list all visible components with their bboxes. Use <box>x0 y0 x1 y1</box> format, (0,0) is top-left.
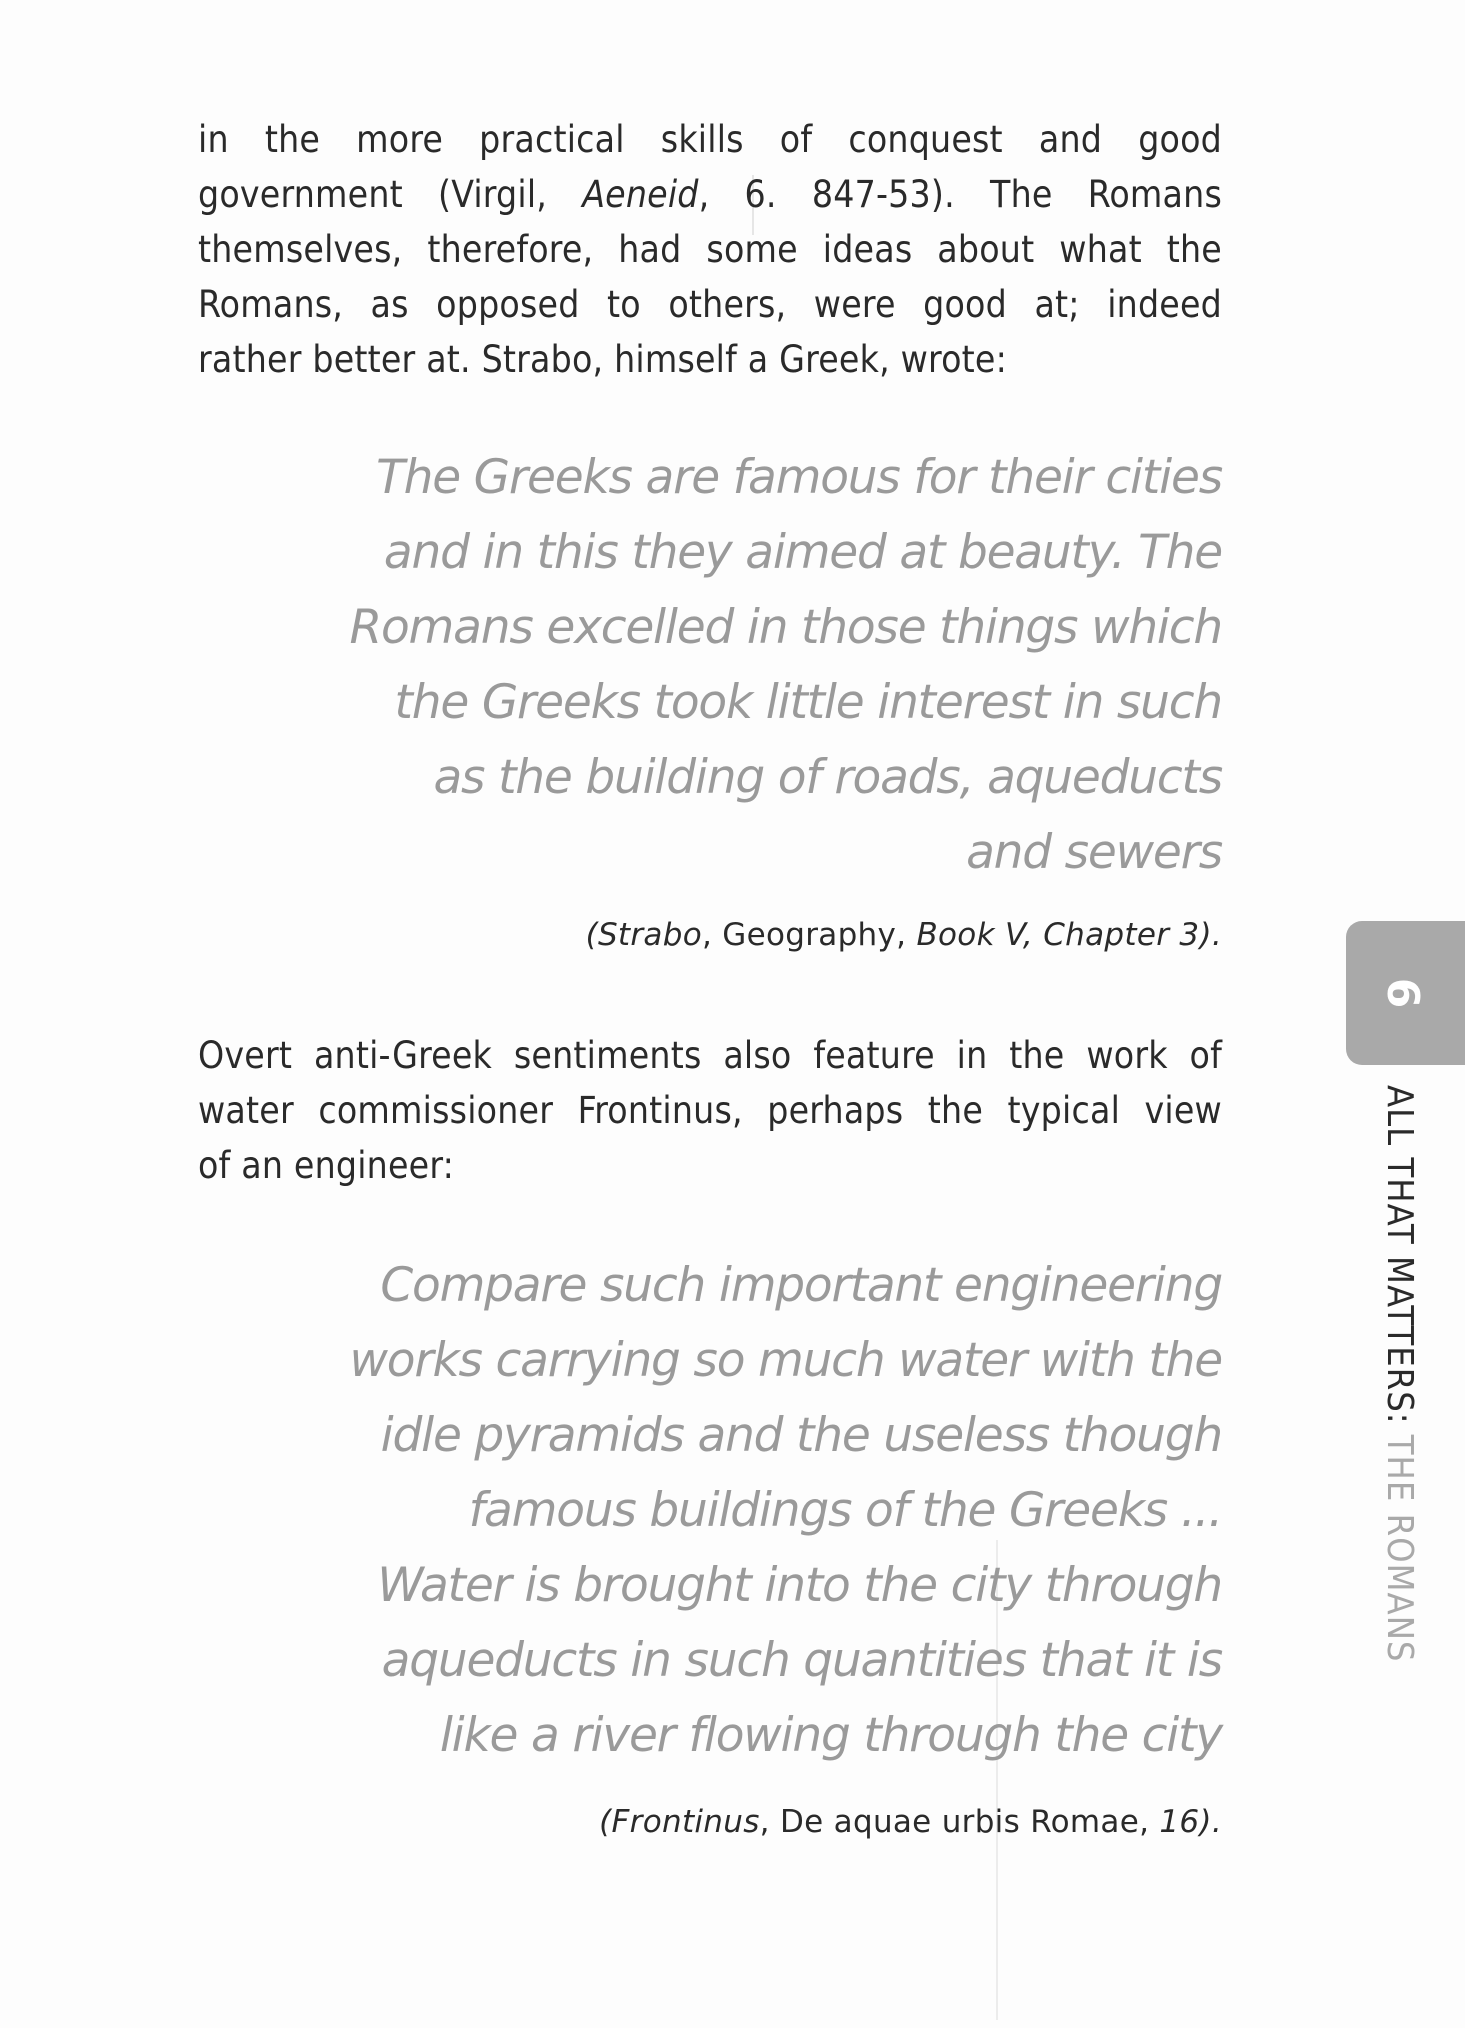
quote-line: aqueducts in such quantities that it is <box>381 1633 1222 1688</box>
text-run: , 6. 847-53). The Romans <box>698 173 1222 216</box>
citation-work: De aquae urbis Romae, <box>779 1804 1160 1840</box>
quote-line: The Greeks are famous for their cities <box>376 450 1222 505</box>
running-head <box>1372 1085 1432 1705</box>
chapter-number: 6 <box>1377 977 1428 1009</box>
paragraph-line <box>198 222 1222 277</box>
text-run: government (Virgil, <box>198 173 583 216</box>
citation-location: Book V, Chapter 3). <box>916 917 1222 953</box>
chapter-thumb-tab <box>1346 921 1465 1065</box>
quote-line: and sewers <box>966 825 1222 880</box>
running-head-text <box>1379 1085 1420 1662</box>
citation-author: (Frontinus <box>599 1804 760 1840</box>
citation-separator: , <box>759 1804 780 1840</box>
quote-line: famous buildings of the Greeks ... <box>468 1483 1222 1538</box>
quote-line: the Greeks took little interest in such <box>394 675 1222 730</box>
paragraph-line: water commissioner Frontinus, perhaps the typical view <box>198 1089 1222 1132</box>
quote-line: works carrying so much water with the <box>349 1333 1222 1388</box>
body-paragraph-1 <box>198 112 1222 387</box>
text-run: rather better at. Strabo, himself a Greek, wrote: <box>198 338 1008 381</box>
series-name: ALL THAT MATTERS: <box>1379 1085 1420 1425</box>
paragraph-line <box>198 112 1222 167</box>
text-run: Romans, as opposed to others, were good at; indeed <box>198 283 1222 326</box>
quote-line: idle pyramids and the useless though <box>380 1408 1222 1463</box>
quote-line: Compare such important engineering <box>380 1258 1222 1313</box>
work-title-aeneid: Aeneid <box>582 173 699 216</box>
text-run: themselves, therefore, had some ideas about what the <box>198 228 1222 271</box>
book-title: THE ROMANS <box>1379 1434 1420 1663</box>
quote-line: like a river flowing through the city <box>439 1708 1222 1763</box>
citation-frontinus <box>198 1802 1222 1842</box>
quote-line: as the building of roads, aqueducts <box>433 750 1222 805</box>
paragraph-line <box>198 167 1222 222</box>
paragraph-line: of an engineer: <box>198 1144 455 1187</box>
paragraph-line <box>198 332 1222 387</box>
paragraph-line <box>198 277 1222 332</box>
paragraph-line: Overt anti-Greek sentiments also feature in the work of <box>198 1034 1222 1077</box>
block-quote-frontinus <box>198 1248 1222 1773</box>
citation-work: Geography <box>722 917 897 953</box>
quote-line: and in this they aimed at beauty. The <box>383 525 1222 580</box>
text-run: in the more practical skills of conquest and good <box>198 118 1222 161</box>
block-quote-strabo <box>198 440 1222 890</box>
citation-location: 16). <box>1159 1804 1222 1840</box>
body-paragraph-2 <box>198 1028 1222 1193</box>
quote-line: Romans excelled in those things which <box>349 600 1222 655</box>
citation-author: (Strabo <box>585 917 702 953</box>
quote-line: Water is brought into the city through <box>377 1558 1222 1613</box>
citation-separator: , <box>701 917 723 953</box>
citation-strabo <box>198 915 1222 955</box>
citation-separator: , <box>896 917 917 953</box>
